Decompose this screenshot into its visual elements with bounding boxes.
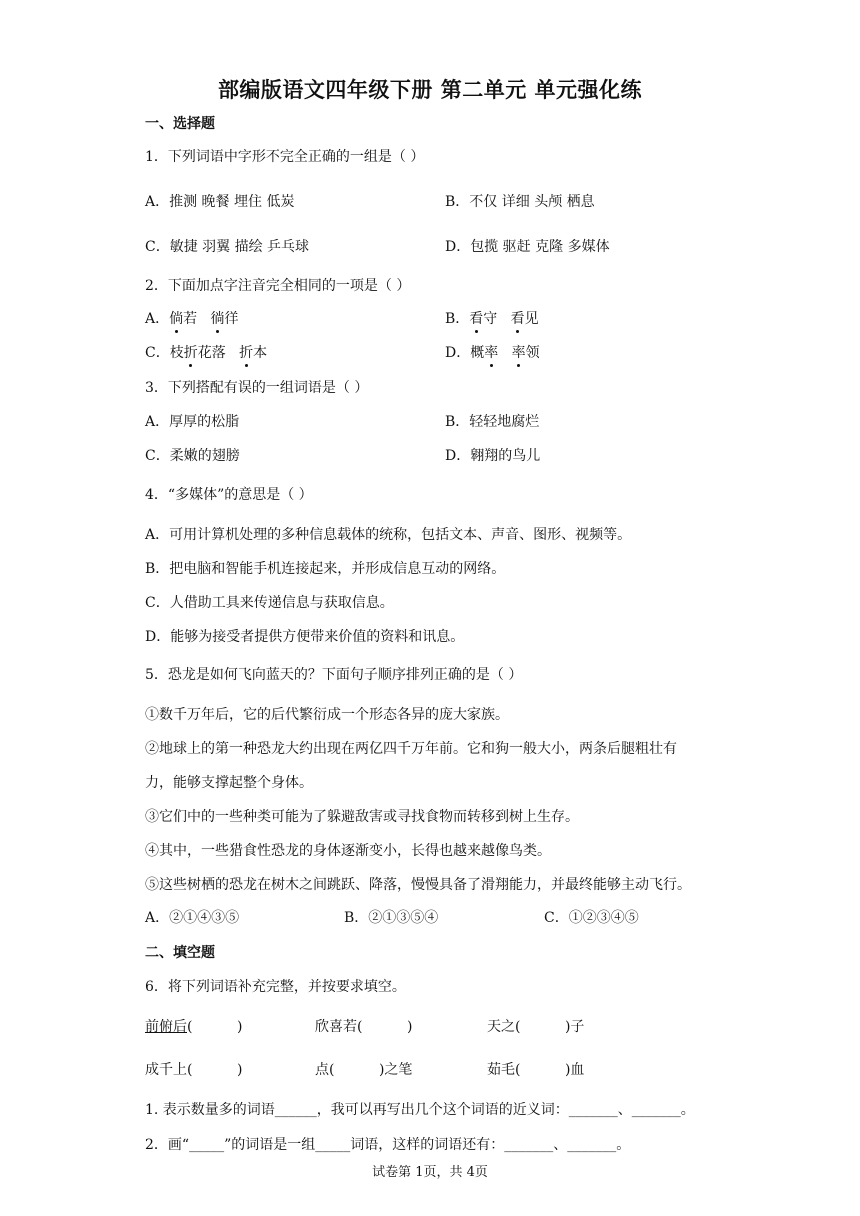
dotted-char: 倘	[169, 308, 183, 328]
page-title: 部编版语文四年级下册 第二单元 单元强化练	[217, 78, 643, 102]
page-footer: 试卷第 1页，共 4页	[372, 1165, 488, 1180]
question-6-word-2: 欣喜若( )	[315, 1019, 413, 1035]
option-label: B．	[445, 311, 470, 327]
question-6-fill-2: 2．画“_____”的词语是一组_____词语，这样的词语还有：_______、_______。	[145, 1137, 631, 1153]
question-1-option-b: B．不仅 详细 头颅 栖息	[445, 194, 595, 210]
question-5-sentence-1: ①数千万年后，它的后代繁衍成一个形态各异的庞大家族。	[145, 707, 509, 723]
section-heading-fill: 二、填空题	[145, 945, 215, 961]
question-4-option-a: A．可用计算机处理的多种信息载体的统称，包括文本、声音、图形、视频等。	[145, 527, 632, 543]
question-3-option-a: A．厚厚的松脂	[145, 414, 240, 430]
option-text: 守	[483, 311, 511, 327]
question-4-stem: 4．“多媒体”的意思是（ ）	[145, 487, 313, 503]
dotted-char: 看	[469, 308, 483, 328]
question-6-word-3: 天之( )子	[487, 1019, 585, 1035]
question-5-option-a: A．②①④③⑤	[145, 910, 240, 926]
question-1-option-c: C．敏捷 羽翼 描绘 乒乓球	[145, 239, 310, 255]
option-label: D．概	[445, 345, 485, 361]
dotted-char: 折	[239, 342, 253, 362]
option-text: 本	[253, 345, 268, 361]
question-2-option-a	[145, 308, 238, 328]
question-2-option-b	[445, 308, 539, 328]
question-3-option-c: C．柔嫩的翅膀	[145, 448, 240, 464]
question-1-option-a: A．推测 晚餐 埋住 低炭	[145, 194, 295, 210]
option-label: A．	[145, 311, 170, 327]
dotted-char: 率	[512, 342, 526, 362]
question-2-option-d	[445, 342, 540, 362]
question-5-sentence-3: ③它们中的一些种类可能为了躲避敌害或寻找食物而转移到树上生存。	[145, 809, 579, 825]
question-2-option-c	[145, 342, 267, 362]
question-4-option-d: D．能够为接受者提供方便带来价值的资料和讯息。	[145, 629, 465, 645]
question-5-stem: 5．恐龙是如何飞向蓝天的？下面句子顺序排列正确的是（ ）	[145, 667, 523, 683]
question-5-sentence-2-cont: 力，能够支撑起整个身体。	[145, 775, 313, 791]
question-4-option-c: C．人借助工具来传递信息与获取信息。	[145, 595, 394, 611]
blank: ( )	[187, 1019, 243, 1035]
question-1-stem: 1．下列词语中字形不完全正确的一组是（ ）	[145, 149, 425, 165]
question-3-option-b: B．轻轻地腐烂	[445, 414, 540, 430]
option-text: 见	[524, 311, 539, 327]
option-text: 徉	[224, 311, 239, 327]
section-heading-choice: 一、选择题	[145, 116, 215, 132]
question-6-fill-1: 1. 表示数量多的词语______，我可以再写出几个这个词语的近义词：_______、_______。	[145, 1102, 695, 1118]
dotted-char: 折	[184, 342, 198, 362]
question-6-stem: 6．将下列词语补充完整，并按要求填空。	[145, 979, 406, 995]
underlined-word: 前俯后	[145, 1019, 187, 1035]
option-text	[498, 345, 511, 361]
question-5-sentence-5: ⑤这些树栖的恐龙在树木之间跳跃、降落，慢慢具备了滑翔能力，并最终能够主动飞行。	[145, 877, 691, 893]
dotted-char: 率	[484, 342, 498, 362]
dotted-char: 看	[511, 308, 525, 328]
question-3-option-d: D．翱翔的鸟儿	[445, 448, 541, 464]
dotted-char: 徜	[210, 308, 224, 328]
question-5-option-b: B．②①③⑤④	[344, 910, 439, 926]
question-4-option-b: B．把电脑和智能手机连接起来，并形成信息互动的网络。	[145, 561, 506, 577]
question-6-word-1	[145, 1016, 242, 1036]
question-3-stem: 3．下列搭配有误的一组词语是（ ）	[145, 380, 369, 396]
question-1-option-d: D．包揽 驱赶 克隆 多媒体	[445, 239, 610, 255]
question-5-sentence-2: ②地球上的第一种恐龙大约出现在两亿四千万年前。它和狗一般大小，两条后腿粗壮有	[145, 741, 677, 757]
question-5-sentence-4: ④其中，一些猎食性恐龙的身体逐渐变小，长得也越来越像鸟类。	[145, 843, 551, 859]
question-6-word-4: 成千上( )	[145, 1062, 243, 1078]
option-text: 花落	[197, 345, 240, 361]
option-text: 领	[525, 345, 540, 361]
question-5-option-c: C．①②③④⑤	[544, 910, 639, 926]
option-text: 若	[183, 311, 211, 327]
question-6-word-5: 点( )之笔	[315, 1062, 413, 1078]
question-6-word-6: 茹毛( )血	[487, 1062, 585, 1078]
question-2-stem: 2．下面加点字注音完全相同的一项是（ ）	[145, 278, 411, 294]
option-label: C．枝	[145, 345, 184, 361]
